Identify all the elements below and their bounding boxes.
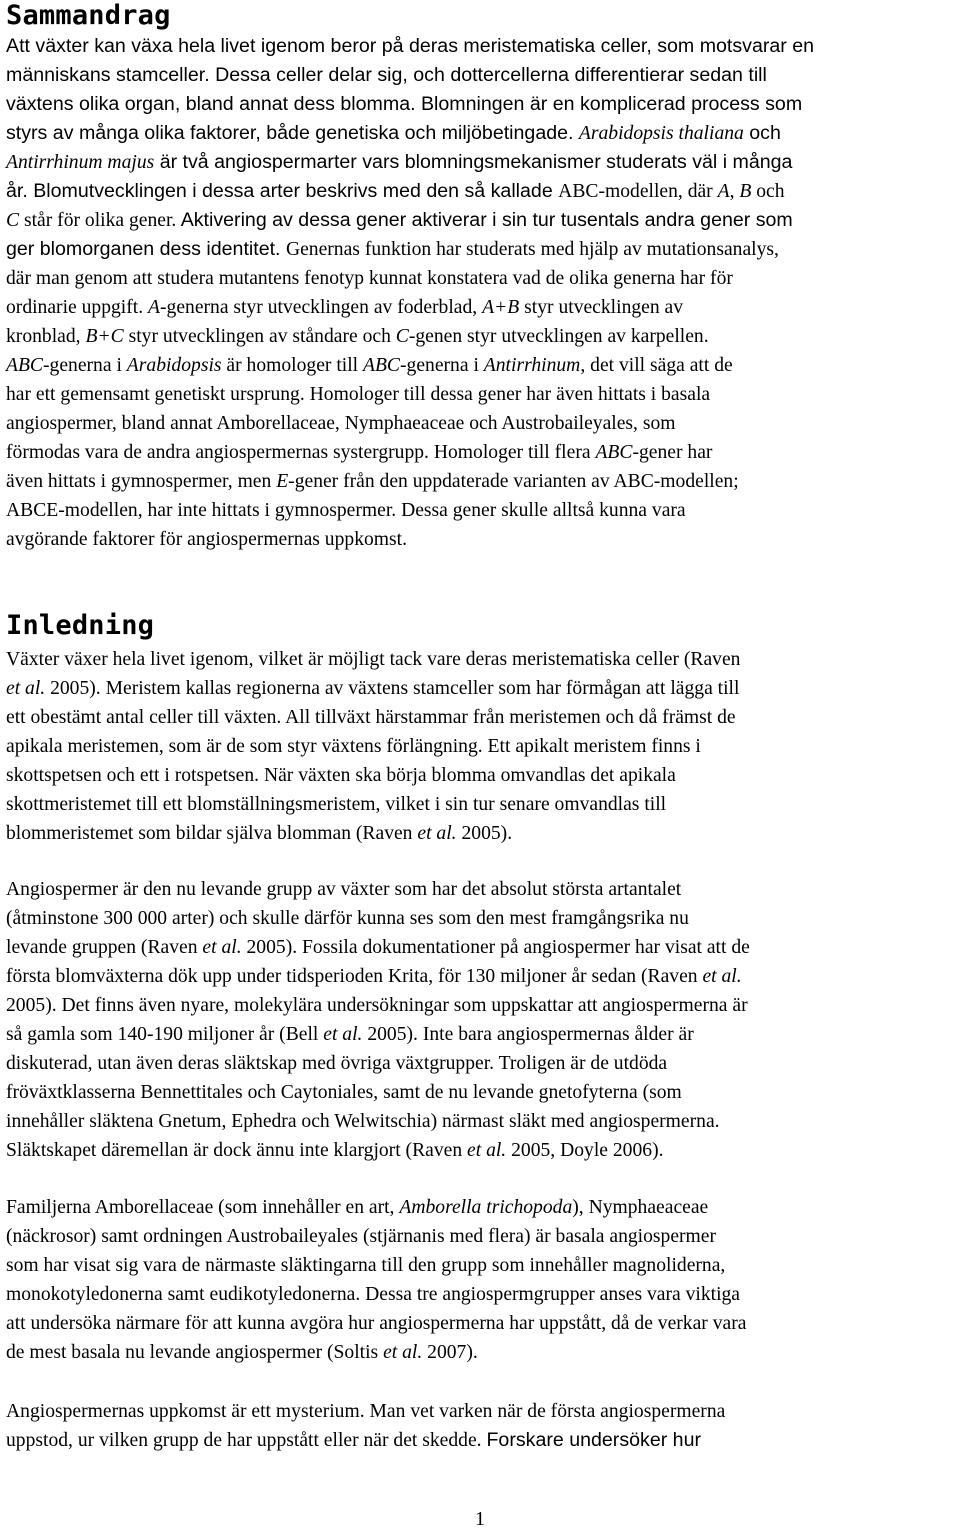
italic-text-run: Antirrhinum	[483, 355, 581, 376]
text-run: levande gruppen (Raven	[6, 937, 203, 958]
italic-text-run: et al.	[417, 823, 457, 844]
text-run: ABC-modellen, där	[558, 181, 718, 202]
italic-text-run: Arabidopsis thaliana	[578, 123, 744, 144]
intro-paragraph-4	[6, 1397, 958, 1455]
text-line	[6, 1049, 958, 1078]
italic-text-run: ABC	[6, 355, 44, 376]
text-run: -gener har	[632, 442, 713, 463]
italic-text-run: C	[395, 326, 409, 347]
text-run: ABCE-modellen, har inte hittats i gymnospermer. Dessa gener skulle alltså kunna vara	[6, 500, 686, 521]
text-run: Att växter kan växa hela livet igenom beror på deras meristematiska celler, som motsvarar en	[6, 35, 815, 57]
text-run: Släktskapet däremellan är dock ännu inte klargjort (Raven	[6, 1140, 468, 1161]
text-line	[6, 904, 958, 933]
italic-text-run: et al.	[202, 937, 242, 958]
text-line	[6, 32, 958, 61]
text-line	[6, 119, 958, 148]
text-run: har ett gemensamt genetiskt ursprung. Homologer till dessa gener har även hittats i basala	[6, 384, 711, 405]
text-run: de mest basala nu levande angiospermer (Soltis	[6, 1342, 384, 1363]
text-run: och	[743, 122, 781, 144]
text-run: diskuterad, utan även deras släktskap med övriga växtgrupper. Troligen är de utdöda	[6, 1053, 668, 1074]
text-run: 2005).	[456, 823, 513, 844]
text-line	[6, 206, 958, 235]
text-line	[6, 1193, 958, 1222]
text-run: (åtminstone 300 000 arter) och skulle därför kunna ses som den mest framgångsrika nu	[6, 908, 689, 929]
text-run: är homologer till	[221, 355, 363, 376]
intro-paragraph-2	[6, 875, 958, 1165]
text-line	[6, 933, 958, 962]
text-line	[6, 645, 958, 674]
section-heading-summary: Sammandrag	[6, 0, 171, 31]
text-run: Växter växer hela livet igenom, vilket är möjligt tack vare deras meristematiska celler (Raven	[6, 649, 741, 670]
text-run: förmodas vara de andra angiospermernas systergrupp. Homologer till flera	[6, 442, 596, 463]
section-heading-introduction: Inledning	[6, 610, 155, 641]
text-run: även hittats i gymnospermer, men	[6, 471, 277, 492]
italic-text-run: Arabidopsis	[126, 355, 222, 376]
text-run: Forskare undersöker hur	[486, 1429, 702, 1451]
text-line	[6, 496, 958, 525]
text-run: 2007).	[422, 1342, 478, 1363]
text-line	[6, 732, 958, 761]
text-line	[6, 1251, 958, 1280]
text-run: innehåller släktena Gnetum, Ephedra och Welwitschia) närmast släkt med angiospermerna.	[6, 1111, 720, 1132]
text-line	[6, 380, 958, 409]
italic-text-run: A	[717, 181, 730, 202]
text-run: monokotyledonerna samt eudikotyledonerna. Dessa tre angiospermgrupper anses vara viktiga	[6, 1284, 741, 1305]
text-run: uppstod, ur vilken grupp de har uppstått eller när det skedde.	[6, 1430, 487, 1451]
text-run: avgörande faktorer för angiospermernas uppkomst.	[6, 529, 407, 550]
text-run: växtens olika organ, bland annat dess blomma. Blomningen är en komplicerad process som	[6, 93, 803, 115]
text-run: Genernas funktion har studerats med hjälp av mutationsanalys,	[285, 239, 779, 260]
italic-text-run: B	[739, 181, 752, 202]
text-run: -generna i	[43, 355, 127, 376]
italic-text-run: Amborella trichopoda	[399, 1197, 573, 1218]
text-line	[6, 90, 958, 119]
text-line	[6, 674, 958, 703]
italic-text-run: et al.	[323, 1024, 363, 1045]
text-line	[6, 1309, 958, 1338]
text-run: Aktivering av dessa gener aktiverar i sin tur tusentals andra gener som	[176, 209, 793, 231]
text-run: , det vill säga att de	[580, 355, 733, 376]
text-line	[6, 438, 958, 467]
text-line	[6, 1136, 958, 1165]
text-run: styrs av många olika faktorer, både genetiska och miljöbetingade.	[6, 122, 579, 144]
text-run: 2005). Det finns även nyare, molekylära undersökningar som uppskattar att angiospermerna är	[6, 995, 748, 1016]
text-line	[6, 1107, 958, 1136]
text-line	[6, 322, 958, 351]
italic-text-run: C	[6, 210, 20, 231]
text-line	[6, 1338, 958, 1367]
text-line	[6, 991, 958, 1020]
text-run: styr utvecklingen av ståndare och	[123, 326, 396, 347]
text-run: där man genom att studera mutantens fenotyp kunnat konstatera vad de olika generna har för	[6, 268, 733, 289]
text-run: ordinarie uppgift.	[6, 297, 149, 318]
italic-text-run: B+C	[85, 326, 124, 347]
text-run: första blomväxterna dök upp under tidsperioden Krita, för 130 miljoner år sedan (Raven	[6, 966, 703, 987]
text-run: 2005). Inte bara angiospermernas ålder är	[362, 1024, 694, 1045]
summary-paragraph	[6, 32, 958, 554]
text-line	[6, 235, 958, 264]
text-line	[6, 819, 958, 848]
text-run: styr utvecklingen av	[519, 297, 684, 318]
text-line	[6, 409, 958, 438]
text-run: människans stamceller. Dessa celler delar sig, och dottercellerna differentierar sedan till	[6, 64, 767, 86]
text-run: ,	[729, 181, 740, 202]
text-run: angiospermer, bland annat Amborellaceae, Nymphaeaceae och Austrobaileyales, som	[6, 413, 676, 434]
italic-text-run: A	[148, 297, 160, 318]
text-line	[6, 467, 958, 496]
text-line	[6, 148, 958, 177]
intro-paragraph-3	[6, 1193, 958, 1367]
page-number: 1	[475, 1508, 485, 1530]
italic-text-run: ABC	[363, 355, 401, 376]
text-run: år. Blomutvecklingen i dessa arter beskrivs med den så kallade	[6, 180, 559, 202]
text-line	[6, 264, 958, 293]
text-run: -generna styr utvecklingen av foderblad,	[160, 297, 483, 318]
text-line	[6, 177, 958, 206]
text-run: skottspetsen och ett i rotspetsen. När växten ska börja blomma omvandlas det apikala	[6, 765, 676, 786]
text-line	[6, 1020, 958, 1049]
text-line	[6, 1078, 958, 1107]
text-run: att undersöka närmare för att kunna avgöra hur angiospermerna har uppstått, då de verkar vara	[6, 1313, 747, 1334]
text-run: -genen styr utvecklingen av karpellen.	[408, 326, 709, 347]
text-run: Angiospermer är den nu levande grupp av växter som har det absolut största artantalet	[6, 879, 682, 900]
text-line	[6, 1426, 958, 1455]
text-run: Angiospermernas uppkomst är ett mysterium. Man vet varken när de första angiospermerna	[6, 1401, 726, 1422]
text-run: ), Nymphaeaceae	[572, 1197, 709, 1218]
text-line	[6, 1397, 958, 1426]
text-run: blommeristemet som bildar själva blomman (Raven	[6, 823, 418, 844]
text-run: ett obestämt antal celler till växten. All tillväxt härstammar från meristemen och då främst de	[6, 707, 736, 728]
text-run: fröväxtklasserna Bennettitales och Caytoniales, samt de nu levande gnetofyterna (som	[6, 1082, 682, 1103]
text-run: 2005). Meristem kallas regionerna av växtens stamceller som har förmågan att lägga till	[45, 678, 740, 699]
text-run: apikala meristemen, som är de som styr växtens förlängning. Ett apikalt meristem finns i	[6, 736, 701, 757]
text-line	[6, 875, 958, 904]
text-run: som har visat sig vara de närmaste släktingarna till den grupp som innehåller magnoliderna,	[6, 1255, 726, 1276]
italic-text-run: A+B	[482, 297, 520, 318]
italic-text-run: et al.	[6, 678, 46, 699]
italic-text-run: Antirrhinum majus	[6, 152, 155, 173]
italic-text-run: ABC	[595, 442, 633, 463]
text-line	[6, 351, 958, 380]
text-run: skottmeristemet till ett blomställningsmeristem, vilket i sin tur senare omvandlas till	[6, 794, 667, 815]
text-run: 2005). Fossila dokumentationer på angiospermer har visat att de	[241, 937, 750, 958]
text-run: -generna i	[400, 355, 484, 376]
text-run: Familjerna Amborellaceae (som innehåller en art,	[6, 1197, 400, 1218]
text-run: står för olika gener.	[19, 210, 177, 231]
text-run: 2005, Doyle 2006).	[506, 1140, 664, 1161]
text-line	[6, 1280, 958, 1309]
text-run: kronblad,	[6, 326, 86, 347]
text-line	[6, 1222, 958, 1251]
text-line	[6, 761, 958, 790]
text-line	[6, 703, 958, 732]
italic-text-run: E	[276, 471, 289, 492]
text-line	[6, 525, 958, 554]
text-run: och	[751, 181, 785, 202]
text-run: är två angiospermarter vars blomningsmekanismer studerats väl i många	[154, 151, 793, 173]
text-run: -gener från den uppdaterade varianten av ABC-modellen;	[288, 471, 739, 492]
italic-text-run: et al.	[383, 1342, 423, 1363]
intro-paragraph-1	[6, 645, 958, 848]
text-run: så gamla som 140-190 miljoner år (Bell	[6, 1024, 324, 1045]
text-line	[6, 962, 958, 991]
text-run: ger blomorganen dess identitet.	[6, 238, 286, 260]
text-line	[6, 790, 958, 819]
text-line	[6, 293, 958, 322]
italic-text-run: et al.	[467, 1140, 507, 1161]
text-line	[6, 61, 958, 90]
italic-text-run: et al.	[702, 966, 742, 987]
text-run: (näckrosor) samt ordningen Austrobaileyales (stjärnanis med flera) är basala angiospermer	[6, 1226, 717, 1247]
